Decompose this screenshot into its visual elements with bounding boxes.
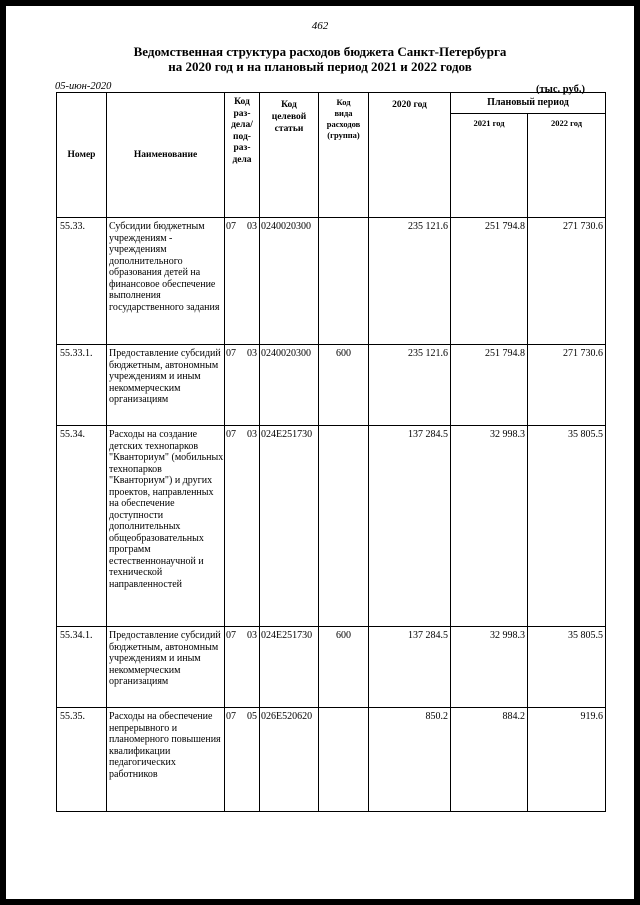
section-code: 07 05 bbox=[225, 708, 260, 812]
row-name: Предоставление субсидий бюджетным, автономным учреждениям и иным некоммерческим организациям bbox=[107, 627, 225, 708]
title-line-2: на 2020 год и на плановый период 2021 и 2022 годов bbox=[168, 59, 472, 74]
header-name: Наименование bbox=[107, 93, 225, 218]
section-code: 07 03 bbox=[225, 218, 260, 345]
header-2021: 2021 год bbox=[451, 114, 528, 218]
document-title bbox=[6, 44, 634, 74]
row-name: Расходы на обеспечение непрерывного и планомерного повышения квалификации педагогических работников bbox=[107, 708, 225, 812]
expense-kind: 600 bbox=[319, 627, 369, 708]
title-line-1: Ведомственная структура расходов бюджета Санкт-Петербурга bbox=[133, 44, 507, 59]
table-row bbox=[57, 345, 606, 426]
header-section-code: Код раз- дела/ под- раз- дела bbox=[225, 93, 260, 218]
units-label: (тыс. руб.) bbox=[536, 84, 585, 95]
row-name: Расходы на создание детских технопарков "Кванториум" (мобильных технопарков "Кванториум") и других проектов, направленных на обеспечение доступности дополнительных общеобразовательных программ естественнонаучной и технической направленностей bbox=[107, 426, 225, 627]
header-plan-period: Плановый период bbox=[451, 93, 606, 114]
section-code: 07 03 bbox=[225, 627, 260, 708]
target-code: 026Е520620 bbox=[260, 708, 319, 812]
budget-table bbox=[56, 92, 606, 812]
document-date: 05-июн-2020 bbox=[55, 81, 112, 92]
target-code: 024Е251730 bbox=[260, 426, 319, 627]
header-2020: 2020 год bbox=[369, 93, 451, 218]
row-number: 55.35. bbox=[57, 708, 107, 812]
header-target-code: Код целевой статьи bbox=[260, 93, 319, 218]
amount-2022: 35 805.5 bbox=[528, 627, 606, 708]
expense-kind bbox=[319, 218, 369, 345]
header-expense-kind: Код вида расходов (группа) bbox=[319, 93, 369, 218]
document-page bbox=[6, 6, 634, 899]
amount-2021: 251 794.8 bbox=[451, 218, 528, 345]
row-name: Предоставление субсидий бюджетным, автономным учреждениям и иным некоммерческим организациям bbox=[107, 345, 225, 426]
amount-2020: 850.2 bbox=[369, 708, 451, 812]
expense-kind bbox=[319, 426, 369, 627]
target-code: 0240020300 bbox=[260, 218, 319, 345]
table-row bbox=[57, 708, 606, 812]
amount-2020: 235 121.6 bbox=[369, 218, 451, 345]
table-row bbox=[57, 218, 606, 345]
header-2022: 2022 год bbox=[528, 114, 606, 218]
header-number: Номер bbox=[57, 93, 107, 218]
section-code: 07 03 bbox=[225, 345, 260, 426]
amount-2021: 32 998.3 bbox=[451, 426, 528, 627]
row-number: 55.33. bbox=[57, 218, 107, 345]
row-number: 55.34.1. bbox=[57, 627, 107, 708]
table-row bbox=[57, 627, 606, 708]
amount-2020: 137 284.5 bbox=[369, 627, 451, 708]
amount-2022: 271 730.6 bbox=[528, 345, 606, 426]
row-number: 55.34. bbox=[57, 426, 107, 627]
amount-2020: 235 121.6 bbox=[369, 345, 451, 426]
table-row bbox=[57, 426, 606, 627]
amount-2022: 271 730.6 bbox=[528, 218, 606, 345]
page-number: 462 bbox=[311, 20, 329, 32]
amount-2020: 137 284.5 bbox=[369, 426, 451, 627]
row-number: 55.33.1. bbox=[57, 345, 107, 426]
amount-2021: 251 794.8 bbox=[451, 345, 528, 426]
section-code: 07 03 bbox=[225, 426, 260, 627]
target-code: 024Е251730 bbox=[260, 627, 319, 708]
row-name: Субсидии бюджетным учреждениям - учреждениям дополнительного образования детей на финансовое обеспечение выполнения государственного задания bbox=[107, 218, 225, 345]
amount-2022: 919.6 bbox=[528, 708, 606, 812]
amount-2022: 35 805.5 bbox=[528, 426, 606, 627]
expense-kind bbox=[319, 708, 369, 812]
expense-kind: 600 bbox=[319, 345, 369, 426]
amount-2021: 884.2 bbox=[451, 708, 528, 812]
amount-2021: 32 998.3 bbox=[451, 627, 528, 708]
target-code: 0240020300 bbox=[260, 345, 319, 426]
